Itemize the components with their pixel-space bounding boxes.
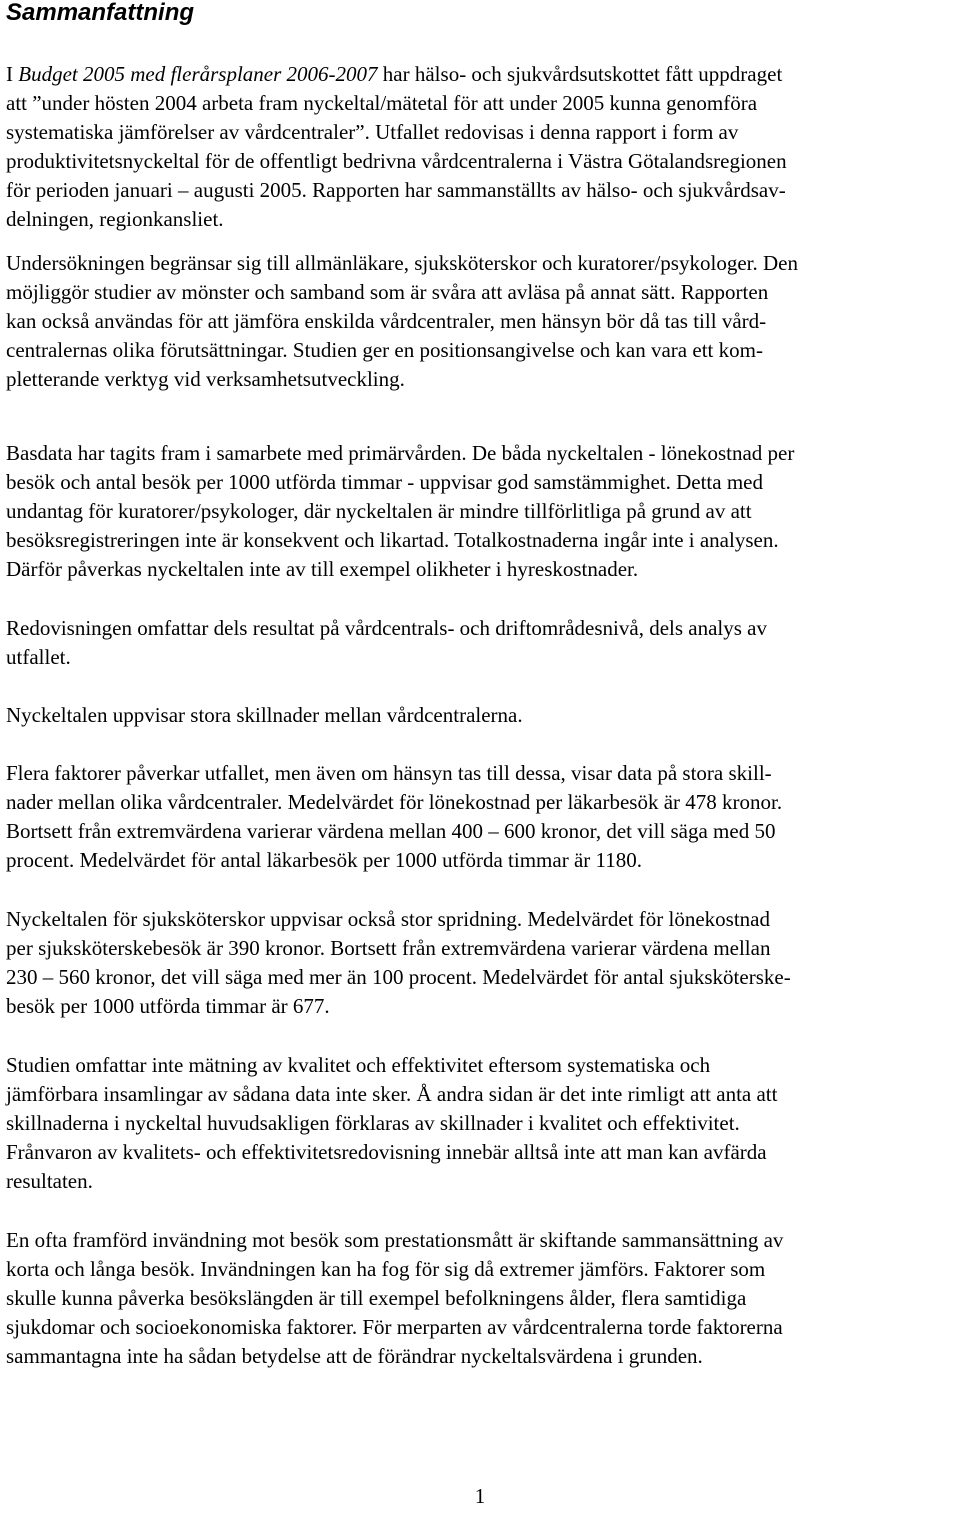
section-heading: Sammanfattning <box>6 0 195 26</box>
paragraph-line: centralernas olika förutsättningar. Studien ger en positionsangivelse och kan vara ett kom- <box>6 338 763 362</box>
paragraph-line: Flera faktorer påverkar utfallet, men även om hänsyn tas till dessa, visar data på stora skill- <box>6 761 772 785</box>
paragraph-line: skulle kunna påverka besökslängden är till exempel befolkningens ålder, flera samtidiga <box>6 1286 747 1310</box>
paragraph-line: Basdata har tagits fram i samarbete med primärvården. De båda nyckeltalen - lönekostnad per <box>6 441 795 465</box>
paragraph-line: sjukdomar och socioekonomiska faktorer. För merparten av vårdcentralerna torde faktorerna <box>6 1315 783 1339</box>
paragraph-line: möjliggör studier av mönster och samband som är svåra att avläsa på annat sätt. Rapporten <box>6 280 769 304</box>
paragraph-9 <box>6 1226 956 1371</box>
paragraph-line: nader mellan olika vårdcentraler. Medelvärdet för lönekostnad per läkarbesök är 478 kronor. <box>6 790 783 814</box>
paragraph-line <box>6 60 956 89</box>
paragraph-line: Redovisningen omfattar dels resultat på vårdcentrals- och driftområdesnivå, dels analys av <box>6 616 768 640</box>
paragraph-line: skillnaderna i nyckeltal huvudsakligen förklaras av skillnader i kvalitet och effektivitet. <box>6 1111 740 1135</box>
paragraph-line: för perioden januari – augusti 2005. Rapporten har sammanställts av hälso- och sjukvårdsav- <box>6 178 786 202</box>
paragraph-line: undantag för kuratorer/psykologer, där nyckeltalen är mindre tillförlitliga på grund av att <box>6 499 752 523</box>
paragraph-line: besöksregistreringen inte är konsekvent och likartad. Totalkostnaderna ingår inte i analysen. <box>6 528 779 552</box>
paragraph-line: Nyckeltalen för sjuksköterskor uppvisar också stor spridning. Medelvärdet för lönekostnad <box>6 907 770 931</box>
paragraph-line: delningen, regionkansliet. <box>6 207 224 231</box>
text-run: I <box>6 62 19 86</box>
paragraph-line: per sjuksköterskebesök är 390 kronor. Bortsett från extremvärdena varierar värdena mellan <box>6 936 771 960</box>
paragraph-line: att ”under hösten 2004 arbeta fram nyckeltal/mätetal för att under 2005 kunna genomföra <box>6 91 758 115</box>
page-number: 1 <box>474 1484 486 1508</box>
paragraph-line: pletterande verktyg vid verksamhetsutveckling. <box>6 367 405 391</box>
paragraph-8 <box>6 1051 956 1196</box>
paragraph-line: utfallet. <box>6 645 71 669</box>
paragraph-line: Studien omfattar inte mätning av kvalitet och effektivitet eftersom systematiska och <box>6 1053 711 1077</box>
paragraph-line: Nyckeltalen uppvisar stora skillnader mellan vårdcentralerna. <box>6 703 523 727</box>
paragraph-line: kan också användas för att jämföra enskilda vårdcentraler, men hänsyn bör då tas till vård- <box>6 309 767 333</box>
paragraph-4 <box>6 614 956 672</box>
paragraph-3 <box>6 439 956 584</box>
paragraph-7 <box>6 905 956 1021</box>
paragraph-line: jämförbara insamlingar av sådana data inte sker. Å andra sidan är det inte rimligt att anta att <box>6 1082 778 1106</box>
paragraph-line: besök per 1000 utförda timmar är 677. <box>6 994 330 1018</box>
budget-title-italic: Budget 2005 med flerårsplaner 2006-2007 <box>18 62 378 86</box>
paragraph-line: besök och antal besök per 1000 utförda timmar - uppvisar god samstämmighet. Detta med <box>6 470 763 494</box>
paragraph-line: Frånvaron av kvalitets- och effektivitetsredovisning innebär alltså inte att man kan avfärda <box>6 1140 767 1164</box>
paragraph-line: korta och långa besök. Invändningen kan ha fog för sig då extremer jämförs. Faktorer som <box>6 1257 766 1281</box>
paragraph-1 <box>6 60 956 234</box>
paragraph-5 <box>6 701 956 730</box>
paragraph-2 <box>6 249 956 394</box>
paragraph-line: procent. Medelvärdet för antal läkarbesök per 1000 utförda timmar är 1180. <box>6 848 642 872</box>
text-run: har hälso- och sjukvårdsutskottet fått uppdraget <box>377 62 783 86</box>
paragraph-line: systematiska jämförelser av vårdcentraler”. Utfallet redovisas i denna rapport i form av <box>6 120 739 144</box>
paragraph-line: 230 – 560 kronor, det vill säga med mer än 100 procent. Medelvärdet för antal sjuksköterske- <box>6 965 791 989</box>
paragraph-line: En ofta framförd invändning mot besök som prestationsmått är skiftande sammansättning av <box>6 1228 784 1252</box>
paragraph-line: Därför påverkas nyckeltalen inte av till exempel olikheter i hyreskostnader. <box>6 557 639 581</box>
paragraph-line: resultaten. <box>6 1169 93 1193</box>
paragraph-line: Bortsett från extremvärdena varierar värdena mellan 400 – 600 kronor, det vill säga med 50 <box>6 819 776 843</box>
paragraph-line: produktivitetsnyckeltal för de offentligt bedrivna vårdcentralerna i Västra Götalandsregionen <box>6 149 787 173</box>
paragraph-line: Undersökningen begränsar sig till allmänläkare, sjuksköterskor och kuratorer/psykologer. Den <box>6 251 798 275</box>
paragraph-6 <box>6 759 956 875</box>
paragraph-line: sammantagna inte ha sådan betydelse att de förändrar nyckeltalsvärdena i grunden. <box>6 1344 703 1368</box>
